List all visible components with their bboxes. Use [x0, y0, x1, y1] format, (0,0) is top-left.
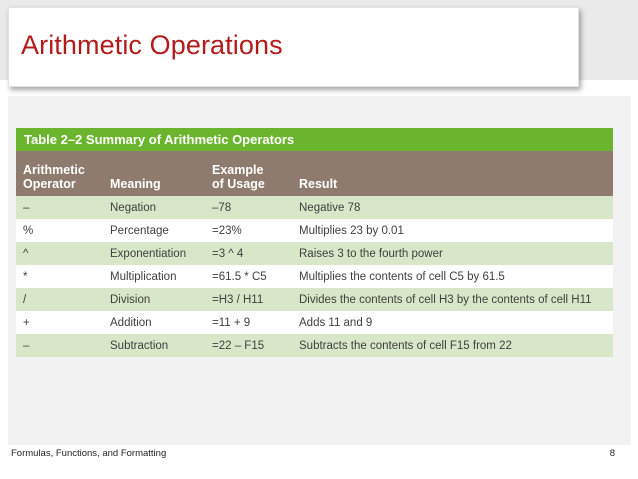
cell-result: Raises 3 to the fourth power — [299, 247, 443, 260]
cell-meaning: Percentage — [110, 224, 169, 237]
slide-title: Arithmetic Operations — [21, 30, 283, 60]
header-example-line2: of Usage — [212, 177, 265, 191]
cell-result: Subtracts the contents of cell F15 from 22 — [299, 339, 512, 352]
cell-meaning: Multiplication — [110, 270, 177, 283]
cell-operator: + — [23, 316, 30, 329]
cell-result: Multiplies 23 by 0.01 — [299, 224, 404, 237]
table-row — [16, 311, 613, 334]
cell-result: Multiplies the contents of cell C5 by 61.5 — [299, 270, 505, 283]
table-row — [16, 242, 613, 265]
table-caption: Table 2–2 Summary of Arithmetic Operators — [16, 128, 613, 151]
cell-operator: ^ — [23, 247, 29, 260]
table-row — [16, 288, 613, 311]
operators-table-container — [16, 128, 613, 357]
table-row — [16, 334, 613, 357]
cell-result: Divides the contents of cell H3 by the contents of cell H11 — [299, 293, 592, 306]
cell-meaning: Subtraction — [110, 339, 169, 352]
header-result: Result — [299, 177, 338, 191]
title-box — [8, 7, 579, 87]
table-row — [16, 196, 613, 219]
cell-meaning: Division — [110, 293, 151, 306]
header-example-of-usage — [205, 151, 292, 196]
cell-meaning: Addition — [110, 316, 152, 329]
header-meaning: Meaning — [110, 177, 161, 191]
cell-example: =3 ^ 4 — [212, 247, 244, 260]
cell-meaning: Negation — [110, 201, 157, 214]
page-number: 8 — [609, 448, 615, 459]
cell-example: =22 – F15 — [212, 339, 265, 352]
cell-example: –78 — [212, 201, 232, 214]
cell-result: Adds 11 and 9 — [299, 316, 373, 329]
cell-example: =11 + 9 — [212, 316, 251, 329]
cell-example: =23% — [212, 224, 242, 237]
cell-operator: / — [23, 293, 27, 306]
cell-meaning: Exponentiation — [110, 247, 187, 260]
cell-example: =61.5 * C5 — [212, 270, 267, 283]
cell-operator: – — [23, 201, 30, 214]
cell-result: Negative 78 — [299, 201, 361, 214]
table-row — [16, 219, 613, 242]
cell-operator: % — [23, 224, 34, 237]
header-operator-line1: Arithmetic — [23, 163, 85, 177]
operators-table — [16, 151, 613, 357]
cell-operator: – — [23, 339, 30, 352]
table-body — [16, 196, 613, 357]
header-operator-line2: Operator — [23, 177, 76, 191]
cell-example: =H3 / H11 — [212, 293, 264, 306]
footer-text: Formulas, Functions, and Formatting — [11, 448, 167, 459]
cell-operator: * — [23, 270, 28, 283]
header-example-line1: Example — [212, 163, 264, 177]
table-header-row — [16, 151, 613, 196]
header-arithmetic-operator — [16, 151, 103, 196]
table-row — [16, 265, 613, 288]
